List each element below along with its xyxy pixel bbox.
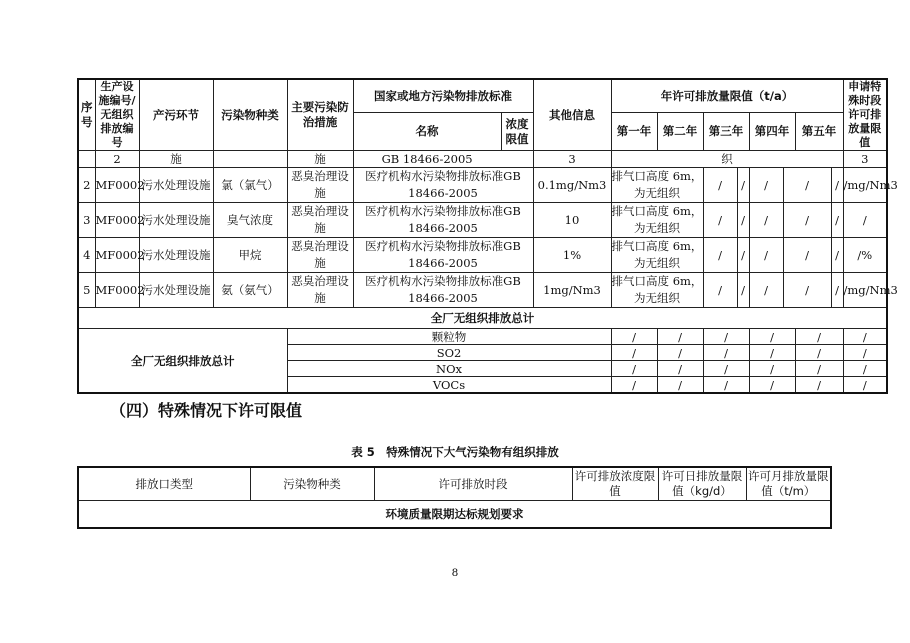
cell-special: /% bbox=[843, 238, 887, 273]
cell-seq: 3 bbox=[78, 203, 95, 238]
cell-seq: 5 bbox=[78, 273, 95, 308]
section-row-env-quality: 环境质量限期达标规划要求 bbox=[78, 501, 831, 529]
header-daily-limit: 许可日排放量限值（kg/d） bbox=[658, 467, 746, 501]
header-period: 许可排放时段 bbox=[374, 467, 572, 501]
total-value: / bbox=[749, 361, 795, 377]
total-value: / bbox=[611, 329, 657, 345]
cell-seq: 4 bbox=[78, 238, 95, 273]
cell-other-info bbox=[611, 151, 843, 168]
cell-concentration: 1mg/Nm3 bbox=[533, 273, 611, 308]
header-outlet-type: 排放口类型 bbox=[78, 467, 250, 501]
cell-other-info: 排气口高度 6m，为无组织 bbox=[611, 238, 703, 273]
total-value: / bbox=[843, 345, 887, 361]
cell-process: 污水处理设施 bbox=[139, 203, 213, 238]
cell-year-1: / bbox=[703, 238, 737, 273]
cell-year-2: / bbox=[737, 238, 749, 273]
special-emission-table bbox=[77, 466, 832, 529]
cell-measures: 施 bbox=[287, 151, 353, 168]
page-number: 8 bbox=[451, 567, 459, 579]
cell-standard-name: 医疗机构水污染物排放标准GB 18466-2005 bbox=[353, 203, 533, 238]
total-value: / bbox=[703, 361, 749, 377]
total-value: / bbox=[795, 345, 843, 361]
cell-year-3: / bbox=[749, 273, 783, 308]
total-pollutant: VOCs bbox=[287, 377, 611, 394]
total-value: / bbox=[749, 377, 795, 394]
cell-other-info-text: 织 bbox=[721, 151, 733, 166]
emission-limits-table bbox=[77, 78, 898, 394]
header-process: 产污环节 bbox=[139, 79, 213, 151]
total-value: / bbox=[657, 329, 703, 345]
total-value: / bbox=[703, 329, 749, 345]
cell-concentration: 10 bbox=[533, 203, 611, 238]
cell-pollutant bbox=[213, 151, 287, 168]
total-value: / bbox=[657, 345, 703, 361]
total-value: / bbox=[703, 377, 749, 394]
total-pollutant: 颗粒物 bbox=[287, 329, 611, 345]
cell-concentration: 1% bbox=[533, 238, 611, 273]
table-row bbox=[78, 151, 887, 168]
cell-facility-no: MF0002 bbox=[95, 273, 139, 308]
cell-process: 污水处理设施 bbox=[139, 238, 213, 273]
section-title-total: 全厂无组织排放总计 bbox=[78, 308, 887, 329]
header-pollutant: 污染物种类 bbox=[250, 467, 374, 501]
total-value: / bbox=[843, 361, 887, 377]
cell-pollutant: 氯（氯气） bbox=[213, 168, 287, 203]
total-value: / bbox=[795, 361, 843, 377]
cell-facility-no: 2 bbox=[95, 151, 139, 168]
cell-measures: 恶臭治理设施 bbox=[287, 168, 353, 203]
cell-year-3: / bbox=[749, 168, 783, 203]
header-seq: 序号 bbox=[78, 79, 95, 151]
total-value: / bbox=[611, 377, 657, 394]
header-year-5: 第五年 bbox=[795, 113, 843, 151]
total-row bbox=[78, 329, 887, 345]
header-year-1: 第一年 bbox=[611, 113, 657, 151]
cell-pollutant: 臭气浓度 bbox=[213, 203, 287, 238]
cell-other-info: 排气口高度 6m，为无组织 bbox=[611, 203, 703, 238]
total-value: / bbox=[843, 329, 887, 345]
total-value: / bbox=[795, 329, 843, 345]
total-value: / bbox=[749, 329, 795, 345]
total-value: / bbox=[795, 377, 843, 394]
header-pollutant: 污染物种类 bbox=[213, 79, 287, 151]
cell-year-2: / bbox=[737, 273, 749, 308]
header-concentration: 浓度限值 bbox=[501, 113, 533, 151]
total-pollutant: NOx bbox=[287, 361, 611, 377]
header-annual-group: 年许可排放量限值（t/a） bbox=[611, 79, 843, 113]
cell-year-4: / bbox=[783, 203, 831, 238]
cell-year-2: / bbox=[737, 203, 749, 238]
header-facility-no: 生产设施编号/无组织排放编号 bbox=[95, 79, 139, 151]
header-other-info: 其他信息 bbox=[533, 79, 611, 151]
cell-year-4: / bbox=[783, 273, 831, 308]
cell-measures: 恶臭治理设施 bbox=[287, 273, 353, 308]
cell-year-5: / bbox=[831, 238, 843, 273]
cell-special: /mg/Nm3 bbox=[843, 273, 887, 308]
total-value: / bbox=[749, 345, 795, 361]
cell-pollutant: 甲烷 bbox=[213, 238, 287, 273]
header-standard-group: 国家或地方污染物排放标准 bbox=[353, 79, 533, 113]
table-caption: 表 5 特殊情况下大气污染物有组织排放 bbox=[351, 445, 559, 459]
cell-concentration: 3 bbox=[533, 151, 611, 168]
header-year-4: 第四年 bbox=[749, 113, 795, 151]
cell-year-5: / bbox=[831, 273, 843, 308]
cell-process: 污水处理设施 bbox=[139, 168, 213, 203]
cell-year-3: / bbox=[749, 203, 783, 238]
cell-year-2: / bbox=[737, 168, 749, 203]
total-value: / bbox=[843, 377, 887, 394]
cell-standard bbox=[353, 151, 533, 168]
cell-other-info: 排气口高度 6m，为无组织 bbox=[611, 273, 703, 308]
total-value: / bbox=[657, 361, 703, 377]
cell-other-info: 排气口高度 6m，为无组织 bbox=[611, 168, 703, 203]
header-concentration-limit: 许可排放浓度限值 bbox=[572, 467, 658, 501]
cell-special: / bbox=[843, 203, 887, 238]
cell-seq bbox=[78, 151, 95, 168]
cell-measures: 恶臭治理设施 bbox=[287, 238, 353, 273]
total-pollutant: SO2 bbox=[287, 345, 611, 361]
total-value: / bbox=[657, 377, 703, 394]
cell-facility-no: MF0002 bbox=[95, 203, 139, 238]
total-value: / bbox=[611, 361, 657, 377]
cell-seq: 2 bbox=[78, 168, 95, 203]
cell-year-1: / bbox=[703, 168, 737, 203]
cell-year-3: / bbox=[749, 238, 783, 273]
cell-concentration: 0.1mg/Nm3 bbox=[533, 168, 611, 203]
header-special: 申请特殊时段许可排放量限值 bbox=[843, 79, 887, 151]
cell-standard-name: 医疗机构水污染物排放标准GB 18466-2005 bbox=[353, 168, 533, 203]
cell-standard-name: 医疗机构水污染物排放标准GB 18466-2005 bbox=[353, 273, 533, 308]
header-year-2: 第二年 bbox=[657, 113, 703, 151]
table-row bbox=[78, 168, 887, 203]
cell-special: /mg/Nm3 bbox=[843, 168, 887, 203]
header-measures: 主要污染防治措施 bbox=[287, 79, 353, 151]
header-monthly-limit: 许可月排放量限值（t/m） bbox=[746, 467, 831, 501]
header-standard-name: 名称 bbox=[353, 113, 501, 151]
cell-facility-no: MF0002 bbox=[95, 168, 139, 203]
cell-year-5: / bbox=[831, 203, 843, 238]
cell-year-4: / bbox=[783, 168, 831, 203]
cell-year-4: / bbox=[783, 238, 831, 273]
cell-special: 3 bbox=[843, 151, 887, 168]
cell-pollutant: 氨（氨气） bbox=[213, 273, 287, 308]
cell-facility-no: MF0002 bbox=[95, 238, 139, 273]
table-row bbox=[78, 203, 887, 238]
cell-year-5: / bbox=[831, 168, 843, 203]
cell-year-1: / bbox=[703, 273, 737, 308]
total-value: / bbox=[611, 345, 657, 361]
cell-process: 施 bbox=[139, 151, 213, 168]
header-year-3: 第三年 bbox=[703, 113, 749, 151]
table-row bbox=[78, 238, 887, 273]
cell-year-1: / bbox=[703, 203, 737, 238]
cell-measures: 恶臭治理设施 bbox=[287, 203, 353, 238]
total-value: / bbox=[703, 345, 749, 361]
cell-process: 污水处理设施 bbox=[139, 273, 213, 308]
table-row bbox=[78, 273, 887, 308]
total-label: 全厂无组织排放总计 bbox=[78, 329, 287, 394]
cell-standard-name: 医疗机构水污染物排放标准GB 18466-2005 bbox=[353, 238, 533, 273]
cell-standard-name: GB 18466-2005 bbox=[381, 151, 473, 166]
section-heading: （四）特殊情况下许可限值 bbox=[110, 401, 303, 420]
